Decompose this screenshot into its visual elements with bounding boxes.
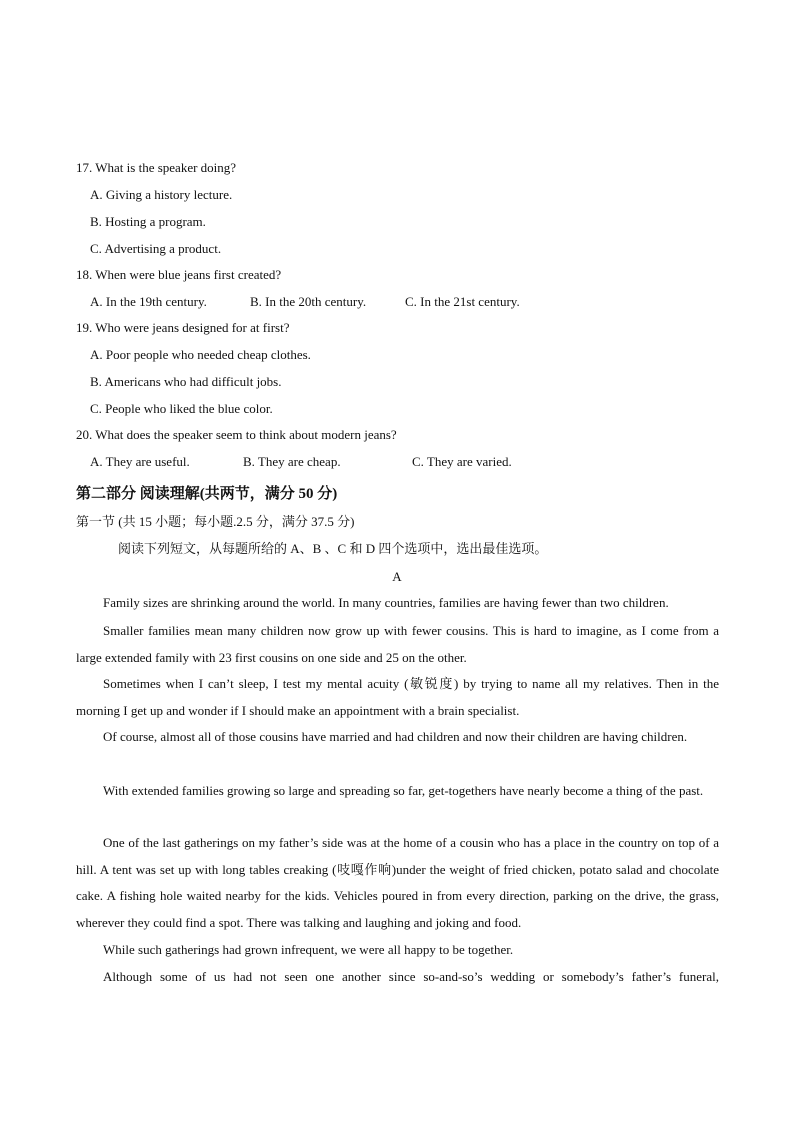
question-20: 20. What does the speaker seem to think about modern jeans? [76, 427, 397, 442]
question-19-option-c: C. People who liked the blue color. [90, 401, 273, 416]
passage-paragraph-8: Although some of us had not seen one another since so-and-so’s wedding or somebody’s father’s funeral, [103, 969, 719, 984]
question-20-option-a: A. They are useful. [90, 454, 190, 469]
question-18: 18. When were blue jeans first created? [76, 267, 282, 282]
passage-paragraph-7: While such gatherings had grown infrequent, we were all happy to be together. [103, 942, 514, 957]
reading-instruction: 阅读下列短文，从每题所给的 A、B 、C 和 D 四个选项中，选出最佳选项。 [118, 541, 548, 556]
question-19-option-b: B. Americans who had difficult jobs. [90, 374, 282, 389]
question-18-option-a: A. In the 19th century. [90, 294, 207, 309]
question-17-option-a: A. Giving a history lecture. [90, 187, 233, 202]
passage-paragraph-5: With extended families growing so large and spreading so far, get-togethers have nearly become a thing of the past. [103, 783, 704, 798]
section-one-title: 第一节 (共 15 小题；每小题.2.5 分，满分 37.5 分) [76, 514, 355, 529]
question-18-option-c: C. In the 21st century. [405, 294, 520, 309]
question-20-option-b: B. They are cheap. [243, 454, 341, 469]
part-two-title: 第二部分 阅读理解(共两节，满分 50 分) [76, 486, 338, 502]
question-18-option-b: B. In the 20th century. [250, 294, 367, 309]
passage-label: A [392, 569, 402, 584]
passage-paragraph-2: Smaller families mean many children now grow up with fewer cousins. This is hard to imagine, as I come from a large extended family with 23 first cousins on one side and 25 on the other. [76, 623, 719, 665]
passage-paragraph-4: Of course, almost all of those cousins have married and had children and now their children are having children. [103, 729, 688, 744]
passage-paragraph-6: One of the last gatherings on my father’s side was at the home of a cousin who has a place in the country on top of a hill. A tent was set up with long tables creaking (吱嘎作响)under the weight of fried chicken, potato salad and chocolate cake. A fishing hole waited nearby for the kids. Vehicles poured in from every direction, parking on the drive, the grass, wherever they could find a spot. There was talking and laughing and joking and food. [76, 835, 719, 931]
question-19-option-a: A. Poor people who needed cheap clothes. [90, 347, 311, 362]
passage-paragraph-3: Sometimes when I can’t sleep, I test my mental acuity (敏锐度) by trying to name all my relatives. Then in the morning I get up and wonder if I should make an appointment with a brain specialist. [76, 676, 719, 718]
question-19: 19. Who were jeans designed for at first? [76, 320, 290, 335]
question-17: 17. What is the speaker doing? [76, 160, 237, 175]
passage-paragraph-1: Family sizes are shrinking around the world. In many countries, families are having fewer than two children. [103, 595, 669, 610]
question-17-option-b: B. Hosting a program. [90, 214, 206, 229]
question-17-option-c: C. Advertising a product. [90, 241, 222, 256]
question-20-option-c: C. They are varied. [412, 454, 512, 469]
